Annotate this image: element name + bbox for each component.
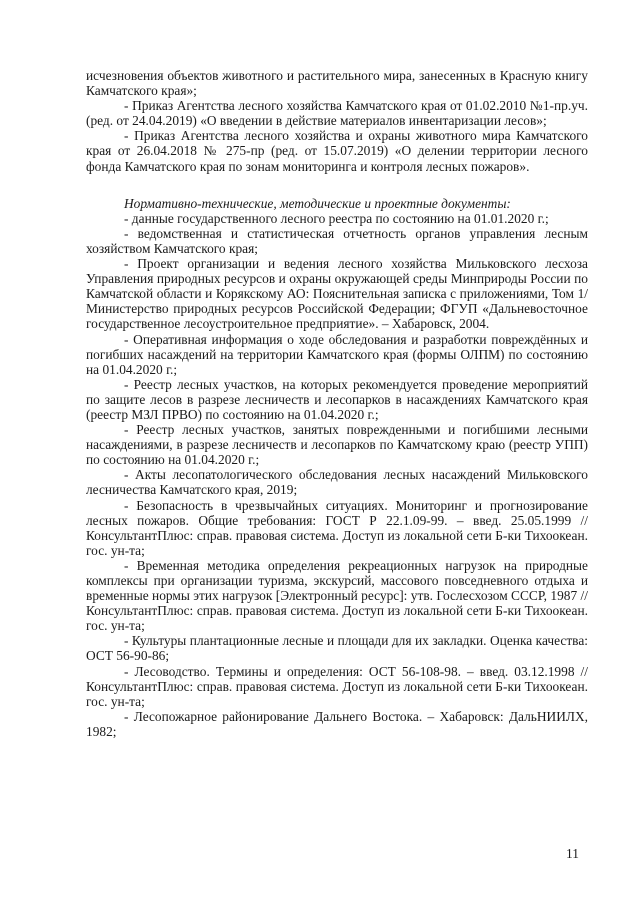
list-item-operational-info: - Оперативная информация о ходе обследования и разработки повреждённых и погибших насаждений на территории Камчатского края (формы ОЛПМ) по состоянию на 01.04.2020 г.;	[86, 331, 588, 377]
paragraph-red-book-continuation: исчезновения объектов животного и растительного мира, занесенных в Красную книгу Камчатского края»;	[86, 68, 588, 99]
list-item-fire-zoning: - Лесопожарное районирование Дальнего Востока. – Хабаровск: ДальНИИЛХ, 1982;	[86, 708, 588, 739]
list-item-forest-register: - данные государственного лесного реестра по состоянию на 01.01.2020 г.;	[124, 210, 549, 226]
page-number: 11	[566, 846, 579, 861]
paragraph-order-inventory: - Приказ Агентства лесного хозяйства Камчатского края от 01.02.2010 №1-пр.уч. (ред. от 24.04.2019) «О введении в действие материалов инвентаризации лесов»;	[86, 98, 588, 129]
list-item-registry-damaged: - Реестр лесных участков, занятых поврежденными и погибшими лесными насаждениями, в разрезе лесничеств и лесопарков по Камчатскому краю (реестр УПП) по состоянию на 01.04.2020 г.;	[86, 422, 588, 468]
paragraph-order-fire-zones: - Приказ Агентства лесного хозяйства и охраны животного мира Камчатского края от 26.04.2018 № 275-пр (ред. от 15.07.2019) «О делении территории лесного фонда Камчатского края по зонам мониторинга и контроля лесных пожаров».	[86, 128, 588, 174]
section-gap	[86, 174, 588, 196]
list-item-plantation-cultures: - Культуры плантационные лесные и площади для их закладки. Оценка качества: ОСТ 56-90-86;	[86, 633, 588, 664]
list-item-emergency-safety: - Безопасность в чрезвычайных ситуациях. Мониторинг и прогнозирование лесных пожаров. Общие требования: ГОСТ Р 22.1.09-99. – введ. 25.05.1999 // КонсультантПлюс: справ. правовая система. Доступ из локальной сети Б-ки Тихоокеан. гос. ун-та;	[86, 497, 588, 558]
list-item-departmental-reporting: - ведомственная и статистическая отчетность органов управления лесным хозяйством Камчатского края;	[86, 225, 588, 256]
list-item-forestry-project: - Проект организации и ведения лесного хозяйства Мильковского лесхоза Управления природных ресурсов и охраны окружающей среды Минприроды России по Камчатской области и Корякскому АО: Пояснительная записка с приложениями, Том 1/Министерство природных ресурсов Российской Федерации; ФГУП «Дальневосточное государственное лесоустроительное предприятие». – Хабаровск, 2004.	[86, 256, 588, 332]
list-item-registry-protection: - Реестр лесных участков, на которых рекомендуется проведение мероприятий по защите лесов в разрезе лесничеств и лесопарков в насаждениях Камчатского края (реестр МЗЛ ПРВО) по состоянию на 01.04.2020 г.;	[86, 376, 588, 422]
list-item-forestry-terms: - Лесоводство. Термины и определения: ОСТ 56-108-98. – введ. 03.12.1998 // КонсультантПлюс: справ. правовая система. Доступ из локальной сети Б-ки Тихоокеан. гос. ун-та;	[86, 663, 588, 709]
page-content	[86, 68, 588, 739]
list-item-inspection-acts: - Акты лесопатологического обследования лесных насаждений Мильковского лесничества Камчатского края, 2019;	[86, 467, 588, 498]
section-heading: Нормативно-технические, методические и проектные документы:	[124, 195, 511, 211]
list-item-recreation-method: - Временная методика определения рекреационных нагрузок на природные комплексы при организации туризма, экскурсий, массового повседневного отдыха и временные нормы этих нагрузок [Электронный ресурс]: утв. Гослесхозом СССР, 1987 // КонсультантПлюс: справ. правовая система. Доступ из локальной сети Б-ки Тихоокеан. гос. ун-та;	[86, 557, 588, 634]
